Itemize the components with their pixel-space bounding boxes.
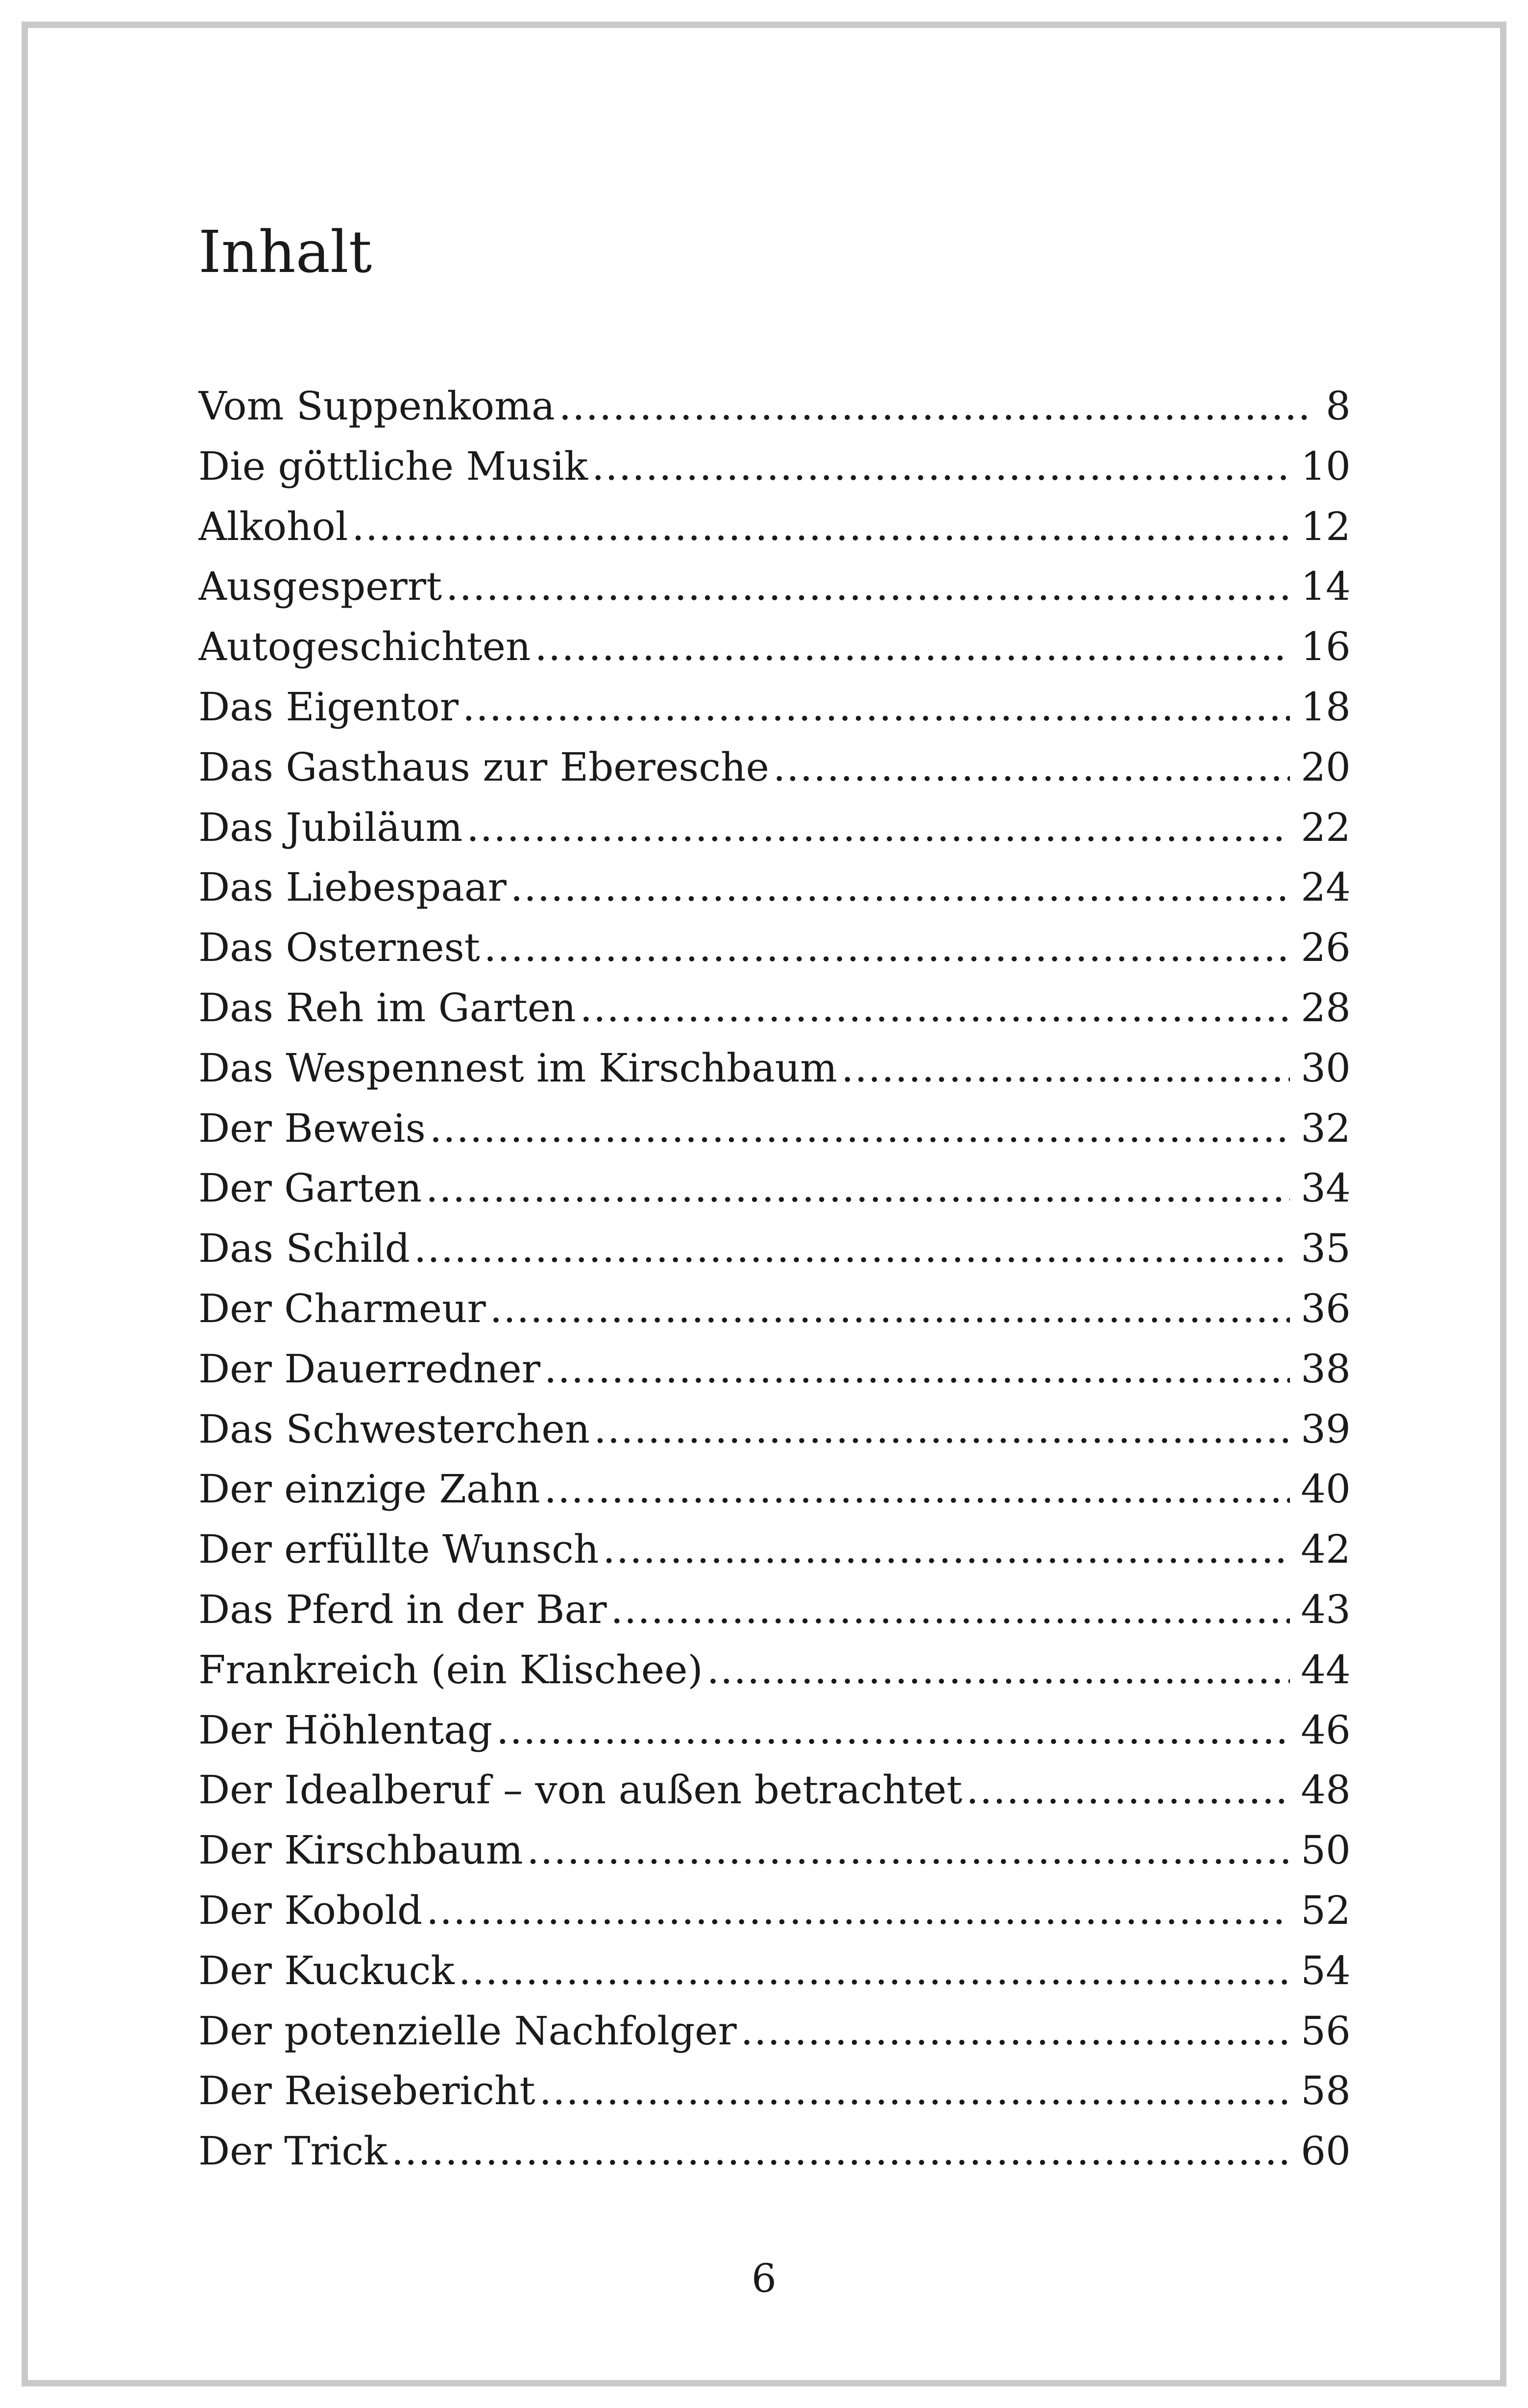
dot-leader	[391, 2121, 1290, 2182]
toc-entry	[198, 798, 1351, 858]
toc-entry-page: 24	[1301, 864, 1351, 910]
dot-leader	[773, 737, 1290, 798]
toc-entry	[198, 1820, 1351, 1881]
toc-entry	[198, 1459, 1351, 1520]
toc-entry	[198, 1941, 1351, 2001]
dot-leader	[496, 1700, 1290, 1761]
toc-entry	[198, 2001, 1351, 2062]
toc-entry-page: 30	[1301, 1045, 1351, 1091]
toc-entry	[198, 1760, 1351, 1820]
toc-entry-title: Das Pferd in der Bar	[198, 1586, 607, 1632]
toc-entry	[198, 1339, 1351, 1400]
toc-entry-title: Der Trick	[198, 2128, 388, 2174]
dot-leader	[459, 1941, 1290, 2001]
table-of-contents	[198, 376, 1351, 2182]
dot-leader	[352, 497, 1290, 557]
toc-entry	[198, 1400, 1351, 1460]
toc-entry-title: Das Reh im Garten	[198, 984, 576, 1031]
toc-entry-page: 28	[1301, 984, 1351, 1031]
toc-entry-page: 60	[1301, 2128, 1351, 2174]
page-number: 6	[752, 2256, 776, 2301]
dot-leader	[592, 437, 1290, 497]
toc-entry-page: 46	[1301, 1707, 1351, 1753]
toc-entry	[198, 2121, 1351, 2182]
toc-entry	[198, 1158, 1351, 1219]
dot-leader	[580, 978, 1290, 1038]
dot-leader	[466, 798, 1290, 858]
toc-entry-title: Der Höhlentag	[198, 1707, 493, 1753]
toc-entry-title: Autogeschichten	[198, 624, 531, 670]
toc-entry	[198, 617, 1351, 677]
dot-leader	[544, 1459, 1290, 1520]
toc-entry-title: Der erfüllte Wunsch	[198, 1526, 599, 1573]
toc-entry-title: Der Kirschbaum	[198, 1827, 523, 1873]
page-title: Inhalt	[198, 218, 372, 286]
toc-entry-page: 42	[1301, 1526, 1351, 1573]
toc-entry-page: 48	[1301, 1767, 1351, 1813]
toc-entry-page: 43	[1301, 1586, 1351, 1632]
dot-leader	[539, 2061, 1290, 2121]
toc-entry-page: 16	[1301, 624, 1351, 670]
dot-leader	[414, 1219, 1290, 1279]
toc-entry-title: Der potenzielle Nachfolger	[198, 2008, 737, 2054]
dot-leader	[510, 858, 1290, 918]
toc-entry-title: Der Garten	[198, 1165, 422, 1211]
toc-entry-title: Der Kobold	[198, 1887, 423, 1933]
toc-entry-title: Der Beweis	[198, 1105, 426, 1151]
toc-entry-title: Frankreich (ein Klischee)	[198, 1646, 703, 1693]
toc-entry-page: 52	[1301, 1887, 1351, 1933]
dot-leader	[426, 1881, 1290, 1941]
toc-entry-page: 38	[1301, 1346, 1351, 1392]
toc-entry-title: Der Kuckuck	[198, 1947, 455, 1993]
toc-entry-title: Das Liebespaar	[198, 864, 507, 910]
toc-entry-page: 18	[1301, 684, 1351, 730]
toc-entry-page: 14	[1301, 564, 1351, 610]
dot-leader	[462, 677, 1290, 737]
dot-leader	[430, 1099, 1290, 1159]
toc-entry	[198, 1038, 1351, 1099]
toc-entry-page: 40	[1301, 1466, 1351, 1512]
dot-leader	[446, 557, 1290, 617]
toc-entry-title: Das Wespennest im Kirschbaum	[198, 1045, 838, 1091]
dot-leader	[603, 1520, 1290, 1580]
toc-entry-page: 35	[1301, 1226, 1351, 1272]
dot-leader	[559, 376, 1315, 437]
toc-entry-page: 22	[1301, 804, 1351, 850]
toc-entry-page: 20	[1301, 744, 1351, 790]
toc-entry	[198, 918, 1351, 978]
dot-leader	[594, 1400, 1290, 1460]
toc-entry-page: 44	[1301, 1646, 1351, 1693]
dot-leader	[741, 2001, 1290, 2062]
toc-entry	[198, 1520, 1351, 1580]
toc-entry-title: Der Dauerredner	[198, 1346, 541, 1392]
toc-entry-page: 54	[1301, 1947, 1351, 1993]
toc-entry-title: Das Gasthaus zur Eberesche	[198, 744, 769, 790]
dot-leader	[490, 1279, 1290, 1339]
toc-entry	[198, 737, 1351, 798]
toc-entry-title: Das Eigentor	[198, 684, 459, 730]
toc-entry-title: Das Jubiläum	[198, 804, 463, 850]
dot-leader	[841, 1038, 1290, 1099]
toc-entry	[198, 1219, 1351, 1279]
toc-entry-page: 32	[1301, 1105, 1351, 1151]
toc-entry	[198, 437, 1351, 497]
toc-entry	[198, 1279, 1351, 1339]
toc-entry-title: Die göttliche Musik	[198, 443, 588, 489]
toc-entry-title: Das Osternest	[198, 925, 480, 971]
toc-entry	[198, 1580, 1351, 1640]
dot-leader	[484, 918, 1290, 978]
dot-leader	[966, 1760, 1290, 1820]
toc-entry-title: Ausgesperrt	[198, 564, 442, 610]
toc-entry	[198, 677, 1351, 737]
toc-entry	[198, 1640, 1351, 1700]
toc-entry-page: 10	[1301, 443, 1351, 489]
dot-leader	[426, 1158, 1290, 1219]
toc-entry-page: 56	[1301, 2008, 1351, 2054]
toc-entry-title: Der Idealberuf – von außen betrachtet	[198, 1767, 963, 1813]
dot-leader	[707, 1640, 1290, 1700]
toc-entry-page: 34	[1301, 1165, 1351, 1211]
toc-entry	[198, 858, 1351, 918]
toc-entry	[198, 557, 1351, 617]
toc-entry	[198, 1881, 1351, 1941]
toc-entry-title: Der Charmeur	[198, 1285, 486, 1331]
toc-entry	[198, 1700, 1351, 1761]
toc-entry	[198, 1099, 1351, 1159]
toc-entry-title: Alkohol	[198, 503, 348, 549]
dot-leader	[610, 1580, 1290, 1640]
toc-entry-title: Der Reisebericht	[198, 2068, 535, 2114]
toc-entry	[198, 376, 1351, 437]
toc-entry	[198, 978, 1351, 1038]
toc-entry	[198, 2061, 1351, 2121]
toc-entry-title: Das Schwesterchen	[198, 1406, 590, 1452]
toc-entry-title: Das Schild	[198, 1226, 410, 1272]
toc-entry-page: 50	[1301, 1827, 1351, 1873]
toc-entry-title: Vom Suppenkoma	[198, 383, 555, 429]
toc-entry-page: 36	[1301, 1285, 1351, 1331]
toc-entry-page: 12	[1301, 503, 1351, 549]
toc-entry-page: 58	[1301, 2068, 1351, 2114]
toc-entry-title: Der einzige Zahn	[198, 1466, 540, 1512]
toc-entry-page: 39	[1301, 1406, 1351, 1452]
toc-entry-page: 26	[1301, 925, 1351, 971]
dot-leader	[527, 1820, 1290, 1881]
toc-entry-page: 8	[1326, 383, 1351, 429]
toc-entry	[198, 497, 1351, 557]
dot-leader	[544, 1339, 1290, 1400]
dot-leader	[534, 617, 1290, 677]
